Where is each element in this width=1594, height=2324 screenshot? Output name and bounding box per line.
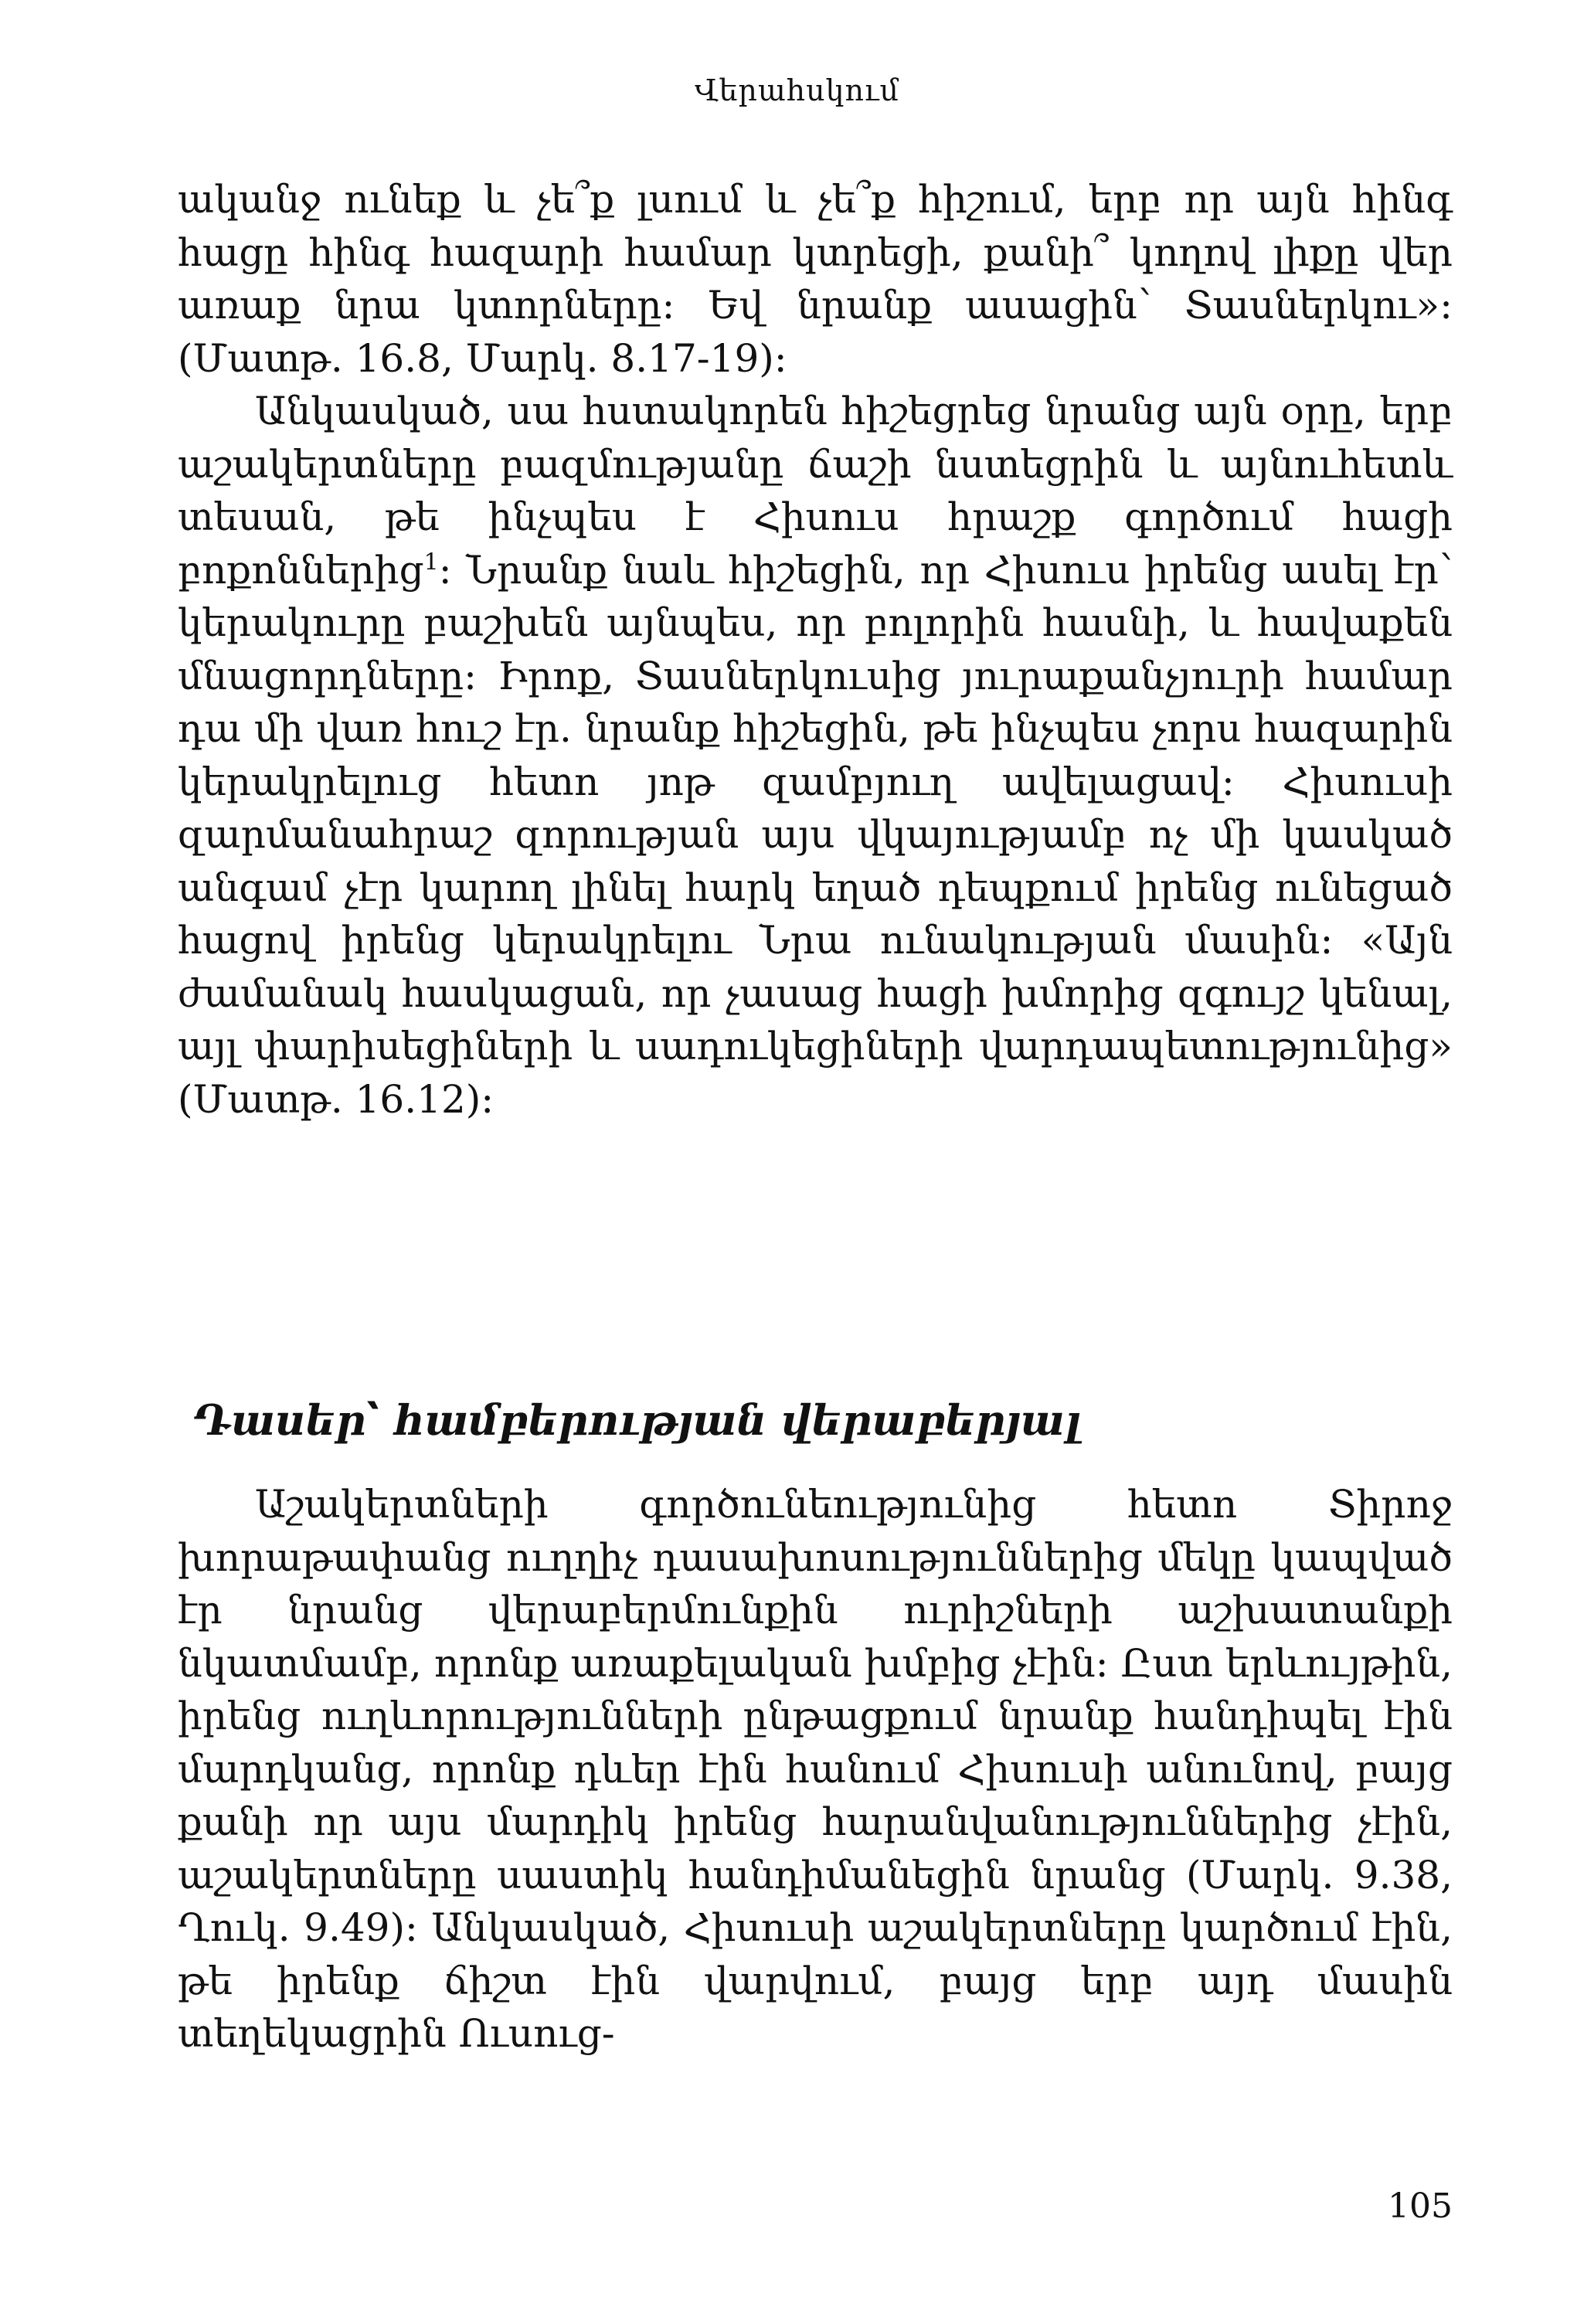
section-heading: Դասեր՝ համբերության վերաբերյալ: [193, 1395, 1082, 1445]
main-paragraph-text-end: : Նրանք նաև հիշեցին, որ Հիսուս իրենց ասել էր՝ կերակուրը բաշխեն այնպես, որ բոլորին հասնի, և հավաքեն մնացորդները: Իրոք, Տասներկուսից յուրաքանչյուրի համար դա մի վառ հուշ էր. նրանք հիշեցին, թե ինչպես չորս հազարին կերակրելուց հետո յոթ զամբյուղ ավելացավ: Հիսուսի զարմանահրաշ զորության այս վկայությամբ ոչ մի կասկած անգամ չէր կարող լինել հարկ եղած դեպքում իրենց ունեցած հացով իրենց կերակրելու Նրա ունակության մասին: «Այն ժամանակ հասկացան, որ չասաց հացի խմորից զգույշ կենալ, այլ փարիսեցիների և սադուկեցիների վարդապետությունից» (Մատթ. 16.12):: [178, 547, 1453, 1122]
page-number: 105: [1388, 2186, 1453, 2226]
running-header: Վերահսկում: [695, 73, 899, 107]
main-paragraph: [178, 385, 1453, 1126]
continuation-paragraph: ականջ ունեք և չե՞ք լսում և չե՞ք հիշում, երբ որ այն հինգ հացը հինգ հազարի համար կտրեցի, քանի՞ կողով լիքը վեր առաք նրա կտորները: Եվ նրանք ասացին՝ Տասներկու»: (Մատթ. 16.8, Մարկ. 8.17-19):: [178, 177, 1453, 381]
footnote-reference[interactable]: 1: [423, 548, 439, 576]
section-paragraph: Աշակերտների գործունեությունից հետո Տիրոջ խորաթափանց ուղղիչ դասախոսություններից մեկը կապված էր նրանց վերաբերմունքին ուրիշների աշխատանքի նկատմամբ, որոնք առաքելական խմբից չէին: Ըստ երևույթին, իրենց ուղևորությունների ընթացքում նրանք հանդիպել էին մարդկանց, որոնք դևեր էին հանում Հիսուսի անունով, բայց քանի որ այս մարդիկ իրենց հարանվանություններից չէին, աշակերտները սաստիկ հանդիմանեցին նրանց (Մարկ. 9.38, Ղուկ. 9.49): Անկասկած, Հիսուսի աշակերտները կարծում էին, թե իրենք ճիշտ էին վարվում, բայց երբ այդ մասին տեղեկացրին Ուսուց-: [178, 1482, 1453, 2056]
body-text-top: [178, 173, 1453, 1126]
main-paragraph-text: Անկասկած, սա հստակորեն հիշեցրեց նրանց այն օրը, երբ աշակերտները բազմությանը ճաշի նստեցրին և այնուհետև տեսան, թե ինչպես է Հիսուս հրաշք գործում հացի բոքոններից: [178, 389, 1453, 593]
body-text-section: [178, 1478, 1453, 2061]
